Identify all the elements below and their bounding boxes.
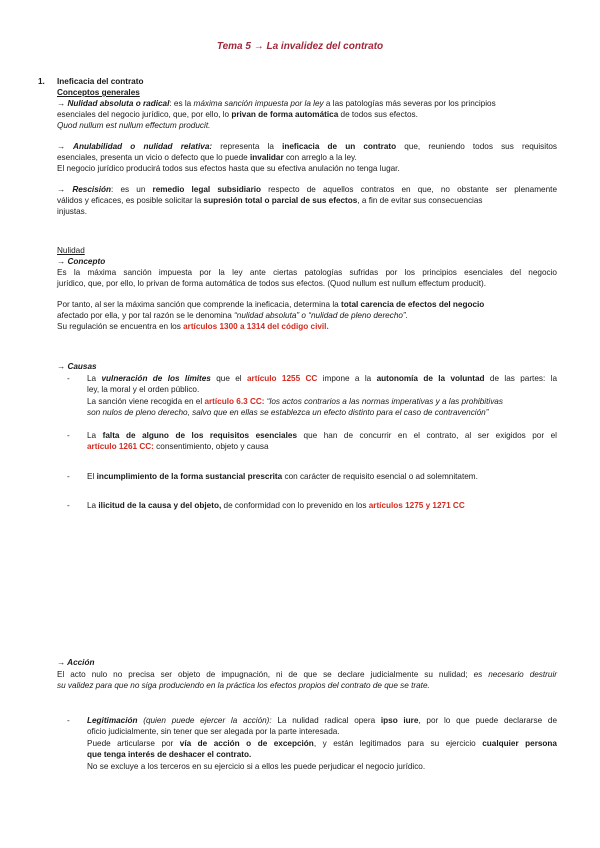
causa1-line2: ley, la moral y el orden público. bbox=[87, 385, 200, 394]
concepto-line2: jurídico, que, por ello, lo privan de forma automática de todos sus efectos. (Quod nullum est nullum effectum producit). bbox=[57, 279, 487, 288]
causa3-line: El incumplimiento de la forma sustancial prescrita con carácter de requisito esencial o ad solemnitatem. bbox=[87, 472, 478, 481]
bullet-dash: - bbox=[67, 716, 70, 725]
bullet-dash: - bbox=[67, 431, 70, 440]
causa2-line1: La falta de alguno de los requisitos esenciales que han de concurrir en el contrato, al ser exigidos por el bbox=[87, 431, 557, 440]
causa1-line4: son nulos de pleno derecho, salvo que en ellas se establezca un efecto distinto para el caso de contravención” bbox=[87, 408, 489, 417]
accion-line1: El acto nulo no precisa ser objeto de impugnación, ni de que se declare judicialmente su nulidad; es necesario destruir bbox=[57, 670, 557, 679]
nulidad-heading: Nulidad bbox=[57, 246, 85, 255]
rescision-line3: injustas. bbox=[57, 207, 88, 216]
regulacion-line: Su regulación se encuentra en los artículos 1300 a 1314 del código civil. bbox=[57, 322, 329, 331]
nulidad-absoluta-line1: → Nulidad absoluta o radical: es la máxima sanción impuesta por la ley a las patologías más severas por los principios bbox=[57, 99, 496, 108]
causa2-line2: artículo 1261 CC: consentimiento, objeto y causa bbox=[87, 442, 269, 451]
document-title: Tema 5 → La invalidez del contrato bbox=[216, 41, 384, 52]
causas-label: → Causas bbox=[57, 362, 97, 371]
subheading-conceptos: Conceptos generales bbox=[57, 88, 140, 97]
rescision-line1: → Rescisión: es un remedio legal subsidiario respecto de aquellos contratos en que, no obstante ser plenamente bbox=[57, 185, 557, 194]
section-heading: Ineficacia del contrato bbox=[57, 77, 144, 86]
efectos-line2: afectado por ella, y por tal razón se le denomina “nulidad absoluta” o “nulidad de pleno derecho”. bbox=[57, 311, 408, 320]
accion-line2: su validez para que no siga produciendo en la práctica los efectos propios del contrato de que se trate. bbox=[57, 681, 430, 690]
anulabilidad-line2: esenciales, presenta un vicio o defecto que lo puede invalidar con arreglo a la ley. bbox=[57, 153, 357, 162]
bullet-dash: - bbox=[67, 472, 70, 481]
causa4-line: La ilicitud de la causa y del objeto, de conformidad con lo prevenido en los artículos 1275 y 1271 CC bbox=[87, 501, 465, 510]
rescision-line2: válidos y eficaces, es posible solicitar la supresión total o parcial de sus efectos, a fin de evitar sus consecuencias bbox=[57, 196, 483, 205]
legitimacion-line1: Legitimación (quien puede ejercer la acción): La nulidad radical opera ipso iure, por lo que puede declararse de bbox=[87, 716, 557, 725]
bullet-dash: - bbox=[67, 374, 70, 383]
anulabilidad-line1: → Anulabilidad o nulidad relativa: representa la ineficacia de un contrato que, reuniendo todos sus requisitos bbox=[57, 142, 558, 151]
nulidad-absoluta-line2: esenciales del negocio jurídico, que, por ello, lo privan de forma automática de todos sus efectos. bbox=[57, 110, 418, 119]
legitimacion-line2: oficio judicialmente, sin tener que ser alegada por la parte interesada. bbox=[87, 727, 340, 736]
legitimacion-line5: No se excluye a los terceros en su ejercicio si a ellos les puede perjudicar el negocio jurídico. bbox=[87, 762, 426, 771]
nulidad-absoluta-line3: Quod nullum est nullum effectum producit. bbox=[57, 121, 211, 130]
causa1-line3: La sanción viene recogida en el artículo 6.3 CC: “los actos contrarios a las normas imperativas y a las prohibitivas bbox=[87, 397, 503, 406]
accion-label: → Acción bbox=[57, 658, 95, 667]
section-number: 1. bbox=[38, 77, 45, 86]
concepto-line1: Es la máxima sanción impuesta por la ley ante ciertas patologías sufridas por los principios esenciales del negocio bbox=[57, 268, 557, 277]
legitimacion-line4: que tenga interés de deshacer el contrato. bbox=[87, 750, 252, 759]
bullet-dash: - bbox=[67, 501, 70, 510]
legitimacion-line3: Puede articularse por vía de acción o de excepción, y están legitimados para su ejercicio cualquier persona bbox=[87, 739, 557, 748]
concepto-label: → Concepto bbox=[57, 257, 106, 266]
efectos-line1: Por tanto, al ser la máxima sanción que comprende la ineficacia, determina la total carencia de efectos del negocio bbox=[57, 300, 485, 309]
causa1-line1: La vulneración de los límites que el artículo 1255 CC impone a la autonomía de la voluntad de las partes: la bbox=[87, 374, 557, 383]
anulabilidad-line3: El negocio jurídico producirá todos sus efectos hasta que su efectiva anulación no tenga lugar. bbox=[57, 164, 400, 173]
